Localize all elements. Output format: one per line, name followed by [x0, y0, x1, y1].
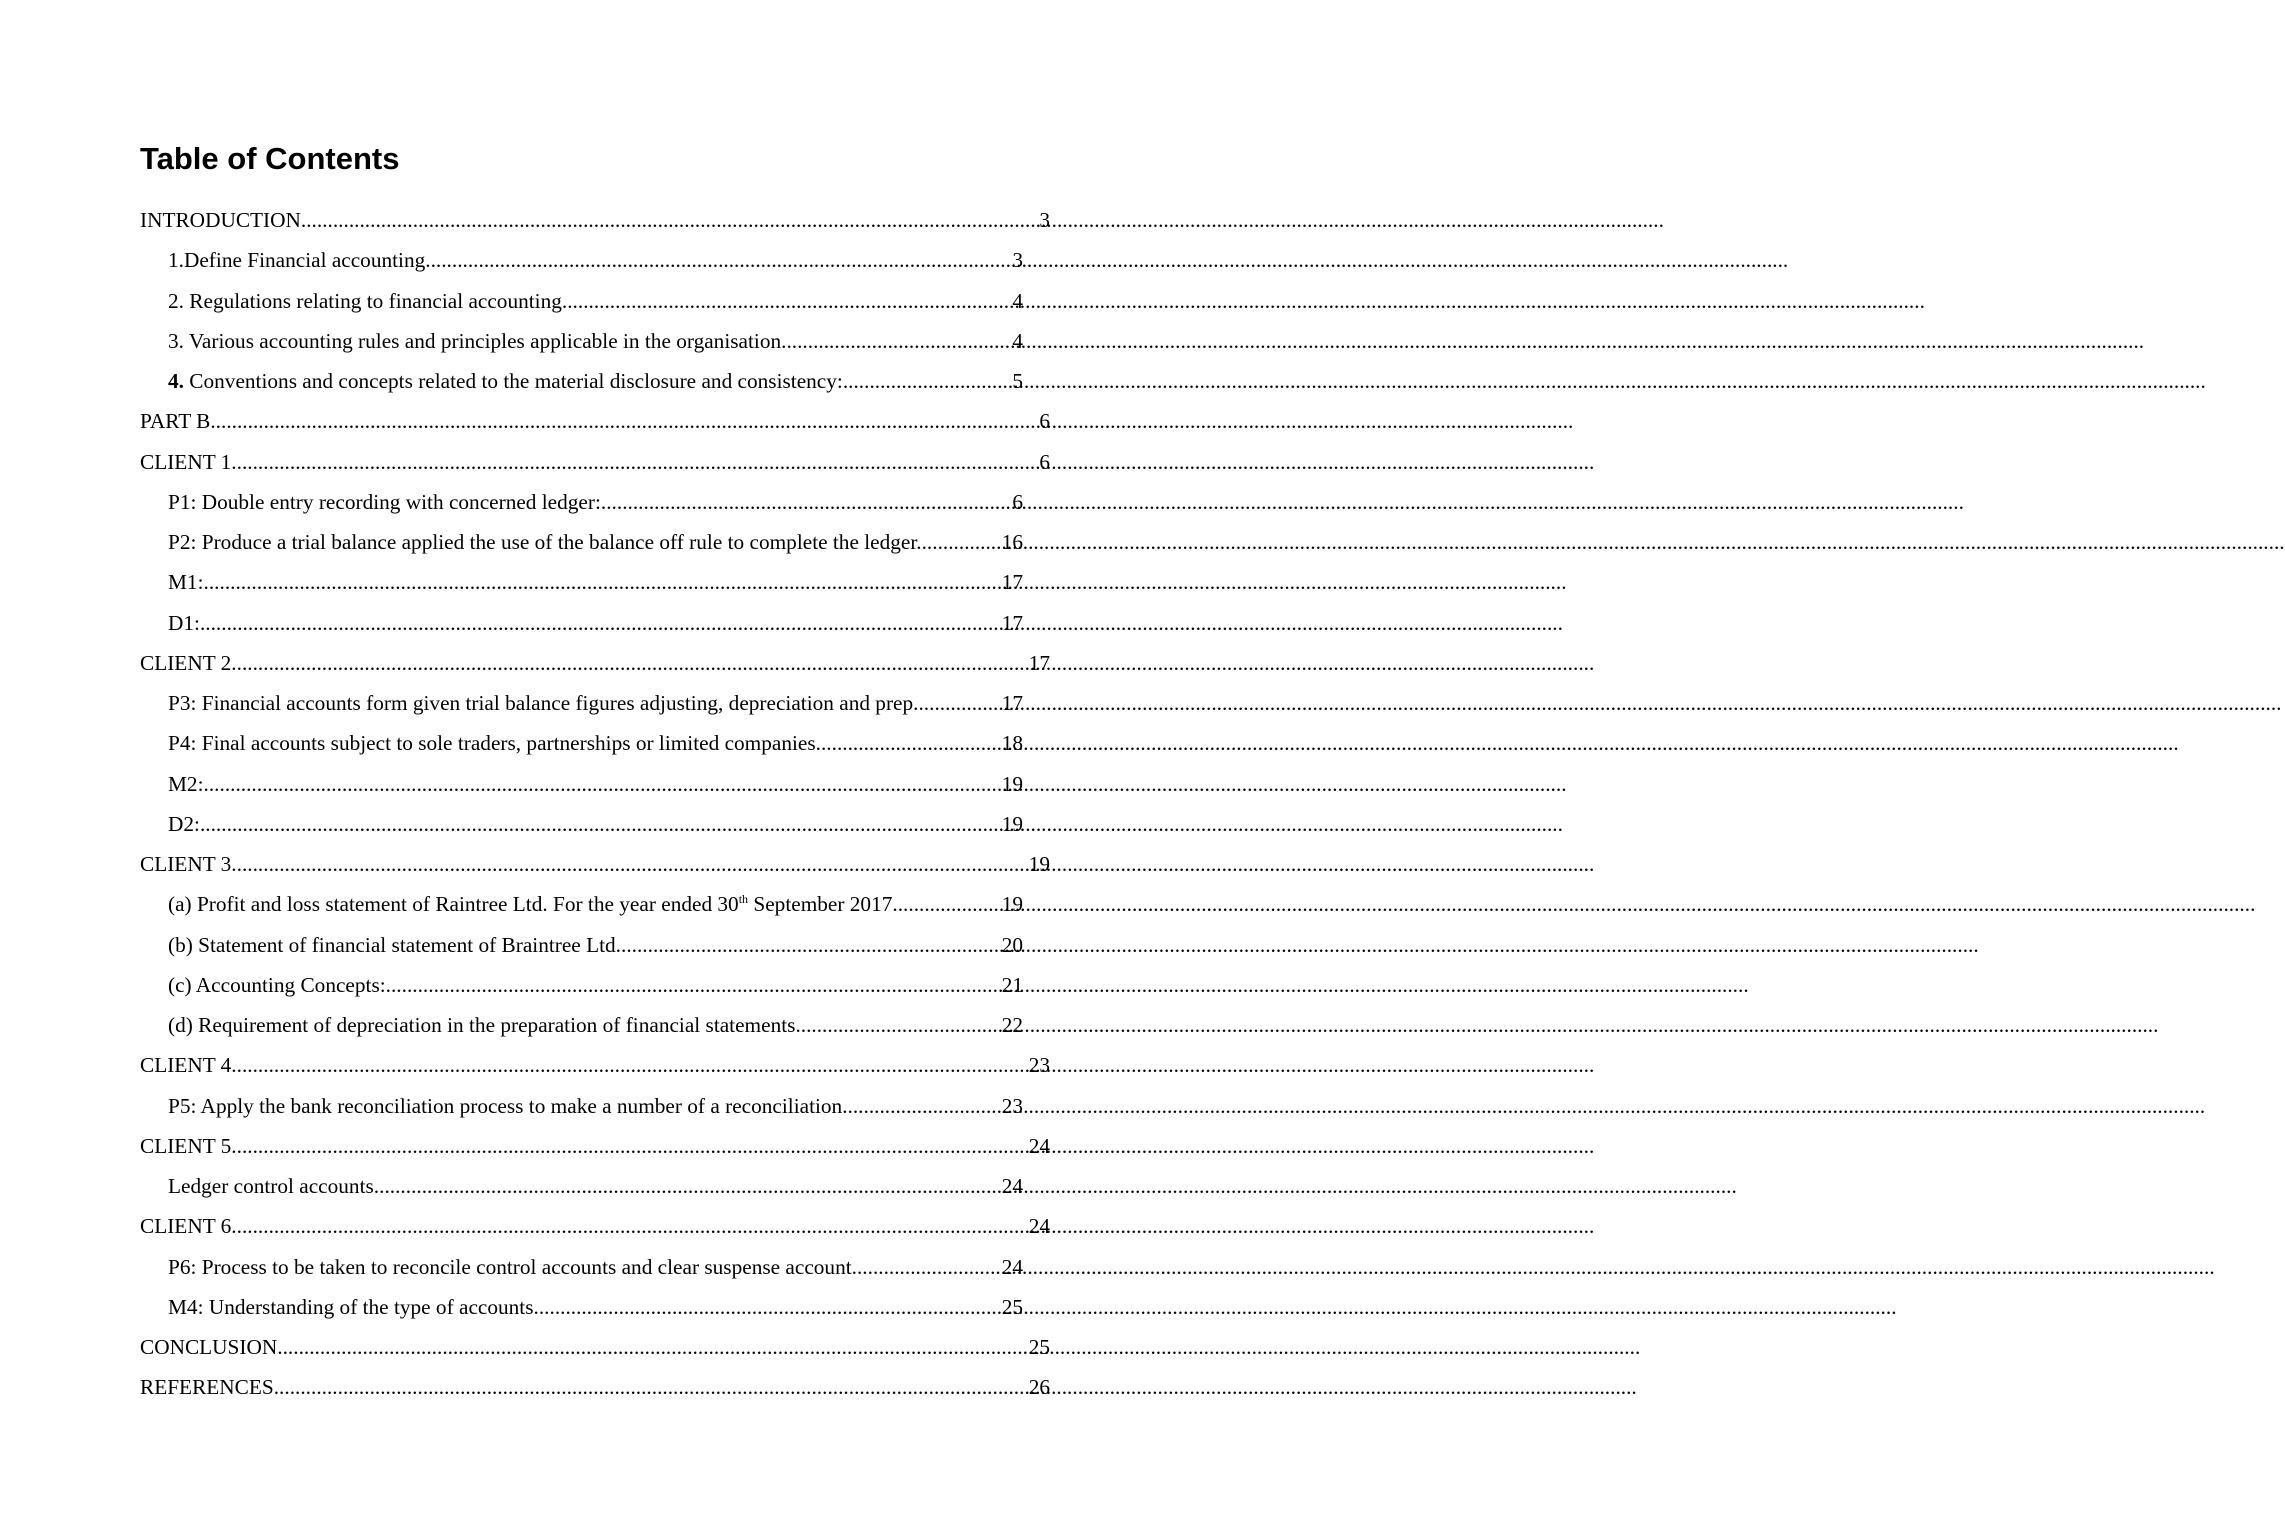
- toc-entry-text: [168, 361, 843, 401]
- toc-entry-section[interactable]: [140, 401, 1050, 441]
- toc-entry-text: [168, 1287, 534, 1327]
- toc-entry-label: PART B: [140, 409, 211, 434]
- toc-entry-subsection[interactable]: [168, 1166, 1023, 1206]
- toc-page-number: 24: [1001, 1174, 1023, 1198]
- toc-dot-leader: [852, 1247, 1001, 1287]
- toc-dot-leader: [843, 361, 1012, 401]
- toc-entry-text: [140, 1367, 274, 1407]
- toc-dot-leader: [918, 683, 1000, 723]
- toc-entry-text: [168, 281, 562, 321]
- toc-entry-label: INTRODUCTION: [140, 208, 301, 232]
- toc-entry-subsection[interactable]: [168, 361, 1023, 401]
- toc-entry-label: CLIENT 3: [140, 852, 232, 876]
- toc-dot-leader: [781, 321, 1011, 361]
- toc-entry-label: P6: Process to be taken to reconcile control accounts and clear suspense account: [168, 1254, 852, 1279]
- toc-page-number: 24: [1028, 1214, 1050, 1239]
- toc-entry-label: 2. Regulations relating to financial accounting: [168, 288, 562, 313]
- toc-entry-label: (a) Profit and loss statement of Raintree Ltd. For the year ended 30: [168, 892, 739, 917]
- toc-dot-leader: [601, 482, 1011, 522]
- toc-page-number: 6: [1012, 489, 1023, 514]
- toc-dot-leader: [277, 1327, 1027, 1367]
- toc-entry-subsection[interactable]: [168, 562, 1023, 602]
- toc-entry-text: [168, 723, 816, 763]
- toc-entry-subsection[interactable]: [168, 240, 1023, 280]
- toc-entry-label: (b) Statement of financial statement of Braintree Ltd: [168, 932, 616, 957]
- toc-entry-text: [140, 844, 231, 884]
- toc-entry-label: P2: Produce a trial balance applied the use of the balance off rule to complete the ledger.: [168, 530, 922, 554]
- toc-dot-leader: [200, 804, 1001, 844]
- toc-dot-leader: [795, 1005, 1000, 1045]
- toc-entry-subsection[interactable]: [168, 482, 1023, 522]
- toc-entry-subsection[interactable]: [168, 804, 1023, 844]
- toc-dot-leader: [922, 522, 1001, 562]
- toc-entry-text: [168, 884, 892, 924]
- toc-entry-text: [140, 1045, 231, 1085]
- toc-dot-leader: [534, 1287, 1001, 1327]
- toc-entry-subsection[interactable]: [168, 884, 1023, 924]
- toc-dot-leader: [842, 1086, 1001, 1126]
- toc-dot-leader: [231, 643, 1027, 683]
- toc-entry-text: [168, 522, 922, 562]
- toc-entry-label: CONCLUSION: [140, 1335, 278, 1359]
- toc-dot-leader: [200, 603, 1001, 643]
- toc-page-number: 19: [1001, 892, 1023, 917]
- toc-page-number: 18: [1001, 731, 1023, 756]
- toc-entry-subsection[interactable]: [168, 1247, 1023, 1287]
- toc-entry-text: [168, 482, 601, 522]
- toc-entry-superscript: th: [738, 892, 749, 907]
- toc-entry-text: [168, 965, 386, 1005]
- toc-entry-text: [168, 1247, 852, 1287]
- toc-dot-leader: [616, 925, 1001, 965]
- toc-entry-label: 1.Define Financial accounting: [168, 248, 426, 273]
- toc-entry-subsection[interactable]: [168, 764, 1023, 804]
- toc-page-number: 26: [1028, 1375, 1050, 1400]
- toc-dot-leader: [231, 844, 1027, 884]
- toc-page-number: 25: [1001, 1294, 1023, 1319]
- toc-page-number: 3: [1039, 208, 1050, 232]
- toc-entry-label: M4: Understanding of the type of accounts: [168, 1294, 534, 1319]
- toc-page-number: 22: [1001, 1013, 1023, 1037]
- toc-dot-leader: [386, 965, 1001, 1005]
- toc-dot-leader: [562, 281, 1011, 321]
- toc-dot-leader: [892, 884, 1000, 924]
- toc-page-number: 23: [1001, 1093, 1023, 1118]
- toc-entry-section[interactable]: [140, 442, 1050, 482]
- toc-entry-label: P1: Double entry recording with concerned ledger:: [168, 489, 601, 514]
- toc-page-number: 17: [1001, 570, 1023, 595]
- toc-page-number: 17: [1001, 691, 1023, 715]
- toc-dot-leader: [374, 1166, 1001, 1206]
- toc-entry-subsection[interactable]: [168, 603, 1023, 643]
- toc-entry-text: [168, 321, 781, 361]
- toc-entry-label: P5: Apply the bank reconciliation process to make a number of a reconciliation: [168, 1093, 843, 1118]
- toc-dot-leader: [274, 1367, 1028, 1407]
- toc-page-number: 25: [1028, 1335, 1050, 1359]
- toc-entry-text: [168, 562, 204, 602]
- toc-page-number: 16: [1001, 530, 1023, 554]
- toc-dot-leader: [231, 1126, 1027, 1166]
- toc-entry-text: [168, 603, 200, 643]
- toc-page-number: 4: [1012, 328, 1023, 353]
- toc-page-number: 19: [1001, 811, 1023, 836]
- toc-entry-text: [140, 643, 231, 683]
- toc-page-number: 19: [1028, 852, 1050, 876]
- toc-entry-section[interactable]: [140, 1045, 1050, 1085]
- toc-entry-section[interactable]: [140, 1206, 1050, 1246]
- toc-entry-text: [140, 401, 210, 441]
- toc-entry-label: M1:: [168, 570, 204, 595]
- toc-page-number: 17: [1001, 610, 1023, 635]
- toc-page-number: 5: [1012, 369, 1023, 393]
- toc-entry-label: (d) Requirement of depreciation in the preparation of financial statements: [168, 1013, 796, 1037]
- toc-entry-section[interactable]: [140, 844, 1050, 884]
- toc-entry-label: CLIENT 2: [140, 650, 232, 675]
- toc-entry-text: [140, 200, 301, 240]
- toc-entry-text: [168, 1005, 795, 1045]
- toc-entry-subsection[interactable]: [168, 522, 1023, 562]
- toc-entry-text: [168, 925, 616, 965]
- toc-page-number: 21: [1001, 972, 1023, 997]
- toc-entry-label: 3. Various accounting rules and principles applicable in the organisation: [168, 328, 782, 353]
- toc-page-number: 20: [1001, 932, 1023, 957]
- toc-entry-text: [140, 1126, 231, 1166]
- toc-entry-label: Ledger control accounts: [168, 1174, 374, 1198]
- toc-entry-label: CLIENT 6: [140, 1214, 232, 1239]
- toc-entry-subsection[interactable]: [168, 321, 1023, 361]
- toc-entry-subsection[interactable]: [168, 965, 1023, 1005]
- toc-entry-section[interactable]: [140, 1126, 1050, 1166]
- toc-entry-label: CLIENT 5: [140, 1133, 232, 1158]
- toc-dot-leader: [231, 1206, 1027, 1246]
- toc-entry-label: CLIENT 4: [140, 1053, 232, 1078]
- toc-entry-label: D1:: [168, 610, 200, 635]
- toc-entry-subsection[interactable]: [168, 1005, 1023, 1045]
- toc-list: [0, 200, 1190, 1408]
- toc-dot-leader: [231, 442, 1038, 482]
- toc-entry-text: [140, 1206, 231, 1246]
- toc-entry-text: [168, 240, 425, 280]
- toc-entry-subsection[interactable]: [168, 723, 1023, 763]
- toc-dot-leader: [210, 401, 1038, 441]
- toc-entry-section[interactable]: [140, 1327, 1050, 1367]
- toc-dot-leader: [816, 723, 1001, 763]
- toc-entry-text: [140, 442, 231, 482]
- toc-entry-text: [168, 804, 200, 844]
- toc-entry-label: CLIENT 1: [140, 449, 232, 474]
- toc-dot-leader: [301, 200, 1038, 240]
- toc-entry-subsection[interactable]: [168, 1086, 1023, 1126]
- toc-entry-label: REFERENCES: [140, 1375, 274, 1400]
- toc-entry-subsection[interactable]: [168, 1287, 1023, 1327]
- toc-page-number: 3: [1012, 248, 1023, 273]
- toc-entry-number: 4.: [168, 369, 184, 393]
- toc-entry-subsection[interactable]: [168, 281, 1023, 321]
- toc-entry-subsection[interactable]: [168, 925, 1023, 965]
- toc-page-number: 23: [1028, 1053, 1050, 1078]
- toc-dot-leader: [231, 1045, 1027, 1085]
- toc-entry-label-continued: September 2017: [748, 892, 893, 917]
- toc-entry-section[interactable]: [140, 200, 1050, 240]
- toc-page-number: 6: [1039, 449, 1050, 474]
- toc-entry-text: [168, 1086, 842, 1126]
- toc-page-number: 4: [1012, 288, 1023, 313]
- toc-entry-label: P3: Financial accounts form given trial balance figures adjusting, depreciation and prep.: [168, 691, 919, 715]
- toc-page-number: 6: [1039, 409, 1050, 434]
- toc-entry-text: [140, 1327, 277, 1367]
- toc-title: Table of Contents: [140, 141, 400, 176]
- toc-entry-text: [168, 683, 918, 723]
- toc-entry-text: [168, 1166, 374, 1206]
- toc-page-number: 24: [1028, 1133, 1050, 1158]
- toc-entry-section[interactable]: [140, 643, 1050, 683]
- toc-dot-leader: [425, 240, 1011, 280]
- toc-dot-leader: [204, 764, 1001, 804]
- toc-page-number: 24: [1001, 1254, 1023, 1279]
- toc-page-number: 17: [1028, 650, 1050, 675]
- toc-entry-text: [168, 764, 204, 804]
- toc-entry-label: D2:: [168, 811, 200, 836]
- toc-page-number: 19: [1001, 771, 1023, 796]
- toc-entry-section[interactable]: [140, 1367, 1050, 1407]
- toc-entry-label: P4: Final accounts subject to sole traders, partnerships or limited companies: [168, 731, 816, 756]
- toc-entry-label: M2:: [168, 771, 204, 796]
- toc-entry-label: (c) Accounting Concepts:: [168, 972, 386, 997]
- toc-dot-leader: [204, 562, 1001, 602]
- toc-entry-label: Conventions and concepts related to the material disclosure and consistency:: [183, 369, 843, 393]
- toc-entry-subsection[interactable]: [168, 683, 1023, 723]
